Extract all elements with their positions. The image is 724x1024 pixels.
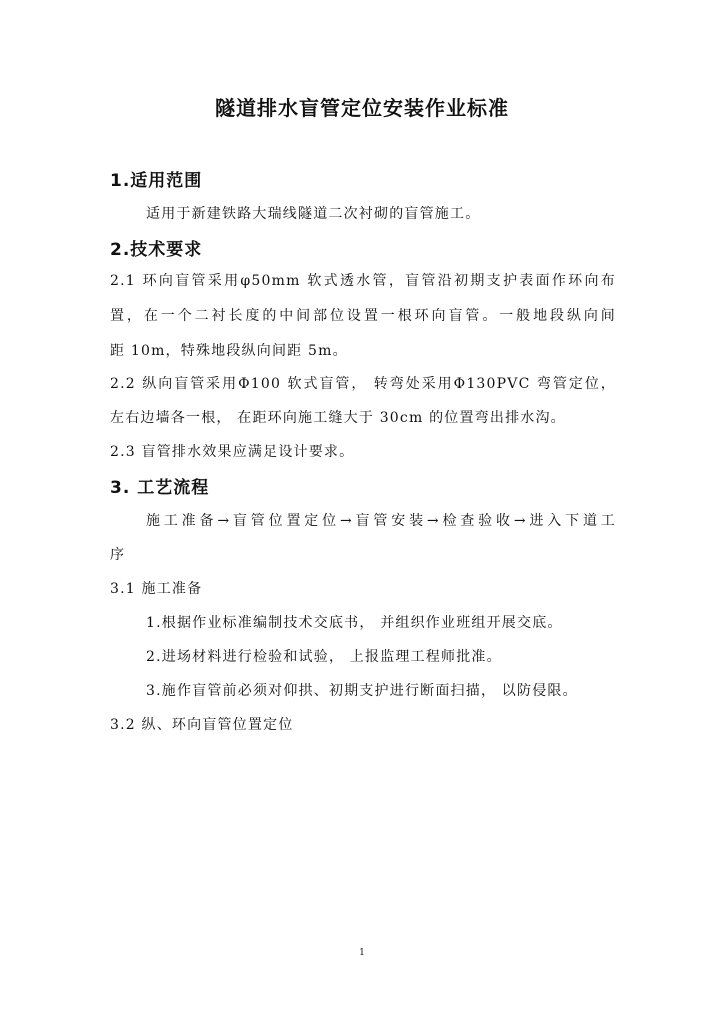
section-3-heading: 3. 工艺流程 — [110, 478, 210, 498]
section-3-2-heading: 3.2 纵、环向盲管位置定位 — [110, 717, 294, 733]
section-3-1-heading: 3.1 施工准备 — [110, 581, 203, 597]
section-3-1-item-3: 3.施作盲管前必须对仰拱、初期支护进行断面扫描， 以防侵限。 — [146, 683, 578, 699]
section-1-heading: 1.适用范围 — [110, 171, 203, 191]
section-2-2-line-2: 左右边墙各一根， 在距环向施工缝大于 30cm 的位置弯出排水沟。 — [110, 410, 566, 426]
process-flow-line-1: 施工准备→盲管位置定位→盲管安装→检查验收→进入下道工 — [146, 513, 616, 529]
page-number: 1 — [359, 948, 365, 958]
section-2-1-line-3: 距 10m，特殊地段纵向间距 5m。 — [110, 343, 348, 359]
section-2-2-line-1: 2.2 纵向盲管采用Φ100 软式盲管， 转弯处采用Φ130PVC 弯管定位， — [110, 376, 616, 392]
section-2-1-line-2: 置，在一个二衬长度的中间部位设置一根环向盲管。一般地段纵向间 — [110, 308, 616, 324]
process-flow-line-2: 序 — [110, 547, 126, 563]
section-3-1-item-1: 1.根据作业标准编制技术交底书， 并组织作业班组开展交底。 — [146, 615, 563, 631]
section-3-1-item-2: 2.进场材料进行检验和试验， 上报监理工程师批准。 — [146, 649, 502, 665]
section-2-1-line-1: 2.1 环向盲管采用φ50mm 软式透水管，盲管沿初期支护表面作环向布 — [110, 273, 616, 289]
section-2-3: 2.3 盲管排水效果应满足设计要求。 — [110, 444, 355, 460]
section-1-text: 适用于新建铁路大瑞线隧道二次衬砌的盲管施工。 — [146, 206, 481, 222]
document-title: 隧道排水盲管定位安装作业标准 — [215, 96, 509, 120]
section-2-heading: 2.技术要求 — [110, 240, 203, 260]
